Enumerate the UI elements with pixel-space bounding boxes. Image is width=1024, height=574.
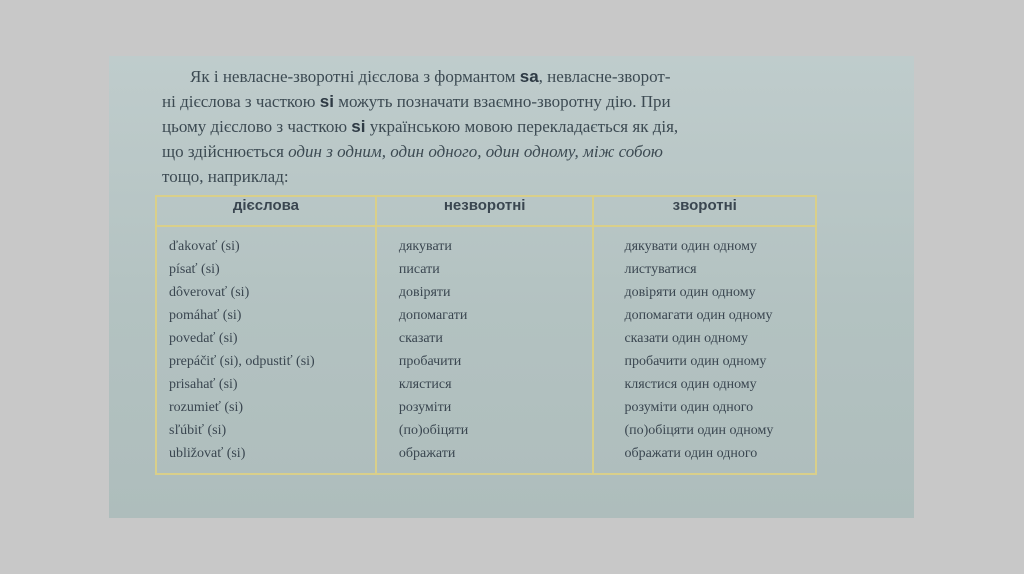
list-item: розуміти один одного: [624, 400, 754, 415]
list-item: dôverovať (si): [169, 285, 250, 300]
paragraph-line-3: [162, 114, 822, 139]
list-item: (по)обіцяти один одному: [624, 423, 774, 438]
list-item: пробачити один одному: [624, 354, 767, 369]
column-non-reflexive: [376, 226, 594, 474]
list-item: ображати: [398, 446, 456, 461]
header-verbs: дієслова: [156, 196, 376, 226]
list-item: povedať (si): [169, 331, 238, 346]
particle-si: si: [319, 92, 334, 111]
text-span: , невласне-зворот-: [538, 67, 671, 86]
list-item: ображати один одного: [624, 446, 758, 461]
list-item: дякувати один одному: [624, 239, 758, 254]
text-span: українською мовою перекладається як дія,: [365, 117, 679, 136]
list-item: писати: [398, 262, 440, 277]
list-item: сказати один одному: [624, 331, 748, 346]
list-item: клястися: [398, 377, 452, 392]
text-span: цьому дієслово з часткою: [162, 117, 352, 136]
text-span: що здійснюється: [162, 142, 289, 161]
paragraph-line-1: [162, 64, 822, 89]
column-reflexive: [593, 226, 816, 474]
text-span: Як і невласне-зворотні дієслова з формантом: [190, 67, 520, 86]
list-item: prepáčiť (si), odpustiť (si): [169, 354, 315, 369]
list-item: сказати: [398, 331, 443, 346]
italic-phrase: один з одним, один одного, один одному, між собою: [288, 142, 663, 161]
text-span: можуть позначати взаємно-зворотну дію. При: [333, 92, 671, 111]
list-item: sľúbiť (si): [169, 423, 227, 438]
list-item: розуміти: [398, 400, 452, 415]
text-span: ні дієслова з часткою: [162, 92, 320, 111]
list-item: пробачити: [398, 354, 462, 369]
table-header-row: [156, 196, 816, 226]
page-sheet: [109, 56, 914, 518]
header-reflexive: зворотні: [593, 196, 816, 226]
paragraph-line-2: [162, 89, 822, 114]
column-verbs: [156, 226, 376, 474]
list-item: ďakovať (si): [169, 239, 240, 254]
formant-sa: sa: [519, 67, 539, 86]
list-item: листуватися: [624, 262, 697, 277]
list-item: písať (si): [169, 262, 220, 277]
list-item: pomáhať (si): [169, 308, 242, 323]
paragraph-line-5: тощо, наприклад:: [162, 167, 289, 186]
list-item: rozumieť (si): [169, 400, 244, 415]
header-non-reflexive: незворотні: [376, 196, 594, 226]
list-item: довіряти: [398, 285, 451, 300]
verbs-table: [155, 195, 817, 475]
list-item: довіряти один одному: [624, 285, 756, 300]
list-item: (по)обіцяти: [398, 423, 469, 438]
list-item: допомагати один одному: [624, 308, 773, 323]
list-item: ubližovať (si): [169, 446, 246, 461]
list-item: клястися один одному: [624, 377, 757, 392]
table-body-row: [156, 226, 816, 474]
intro-paragraph: [162, 64, 822, 189]
list-item: допомагати: [398, 308, 468, 323]
list-item: prisahať (si): [169, 377, 238, 392]
paragraph-line-4: [162, 139, 822, 164]
list-item: дякувати: [398, 239, 452, 254]
particle-si: si: [351, 117, 366, 136]
